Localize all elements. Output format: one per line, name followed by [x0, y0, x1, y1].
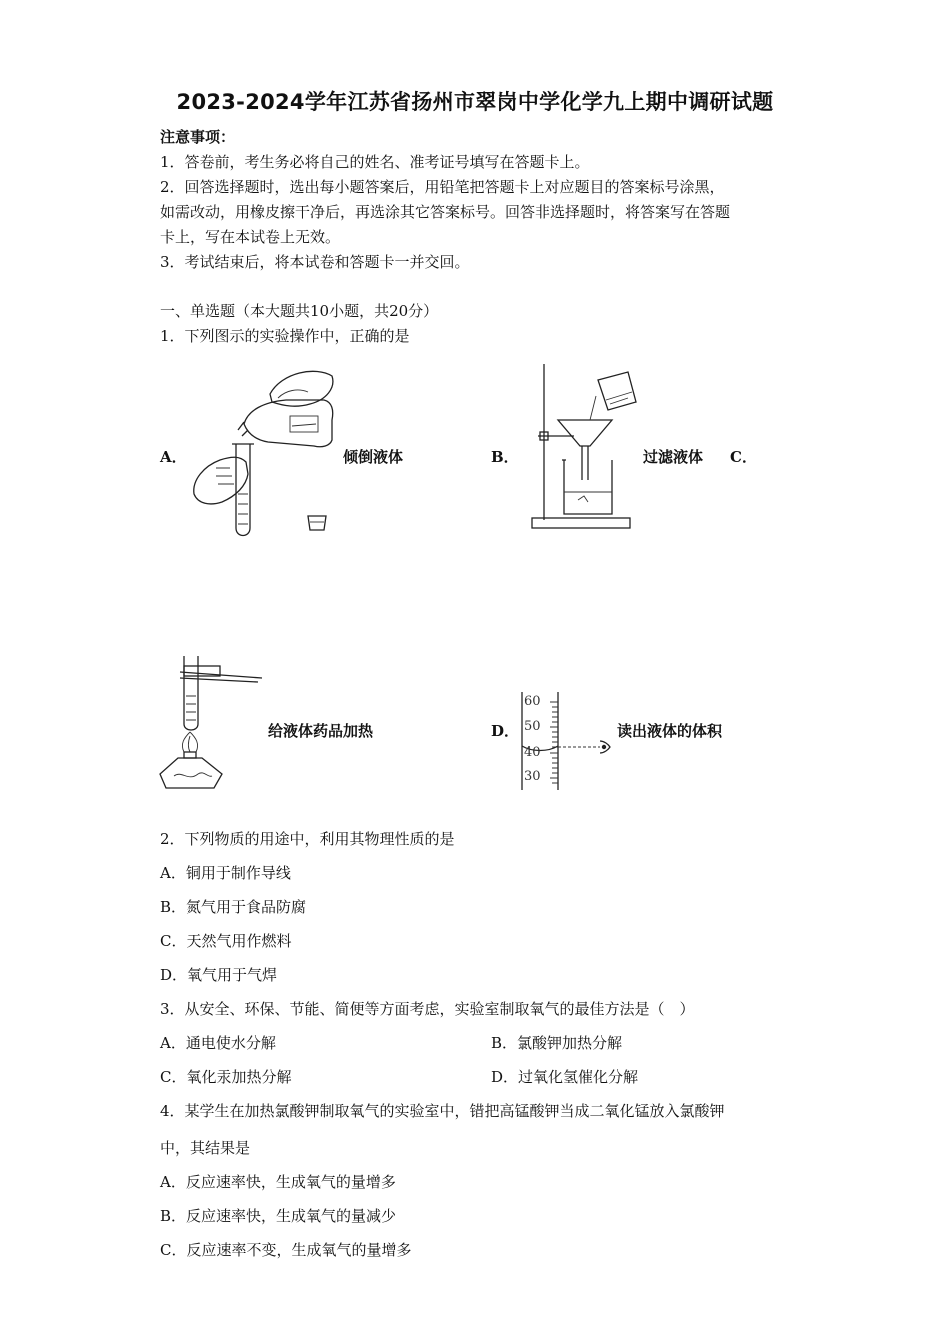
cylinder-tick-40: 40 [524, 745, 541, 760]
q4-option-b: B．反应速率快，生成氧气的量减少 [160, 1207, 397, 1225]
q3-option-b: B．氯酸钾加热分解 [491, 1034, 623, 1052]
q1-option-a-text: 倾倒液体 [343, 448, 404, 466]
q3-option-d: D．过氧化氢催化分解 [491, 1068, 639, 1086]
question-2-stem: 2．下列物质的用途中，利用其物理性质的是 [160, 830, 455, 848]
question-4-stem-line-1: 4．某学生在加热氯酸钾制取氧气的实验室中，错把高锰酸钾当成二氧化锰放入氯酸钾 [160, 1102, 725, 1120]
notice-item-2-line-2: 如需改动，用橡皮擦干净后，再选涂其它答案标号。回答非选择题时，将答案写在答题 [160, 203, 731, 221]
cylinder-tick-50: 50 [524, 719, 541, 734]
question-4-stem-line-2: 中，其结果是 [160, 1139, 251, 1157]
notice-item-1: 1．答卷前，考生务必将自己的姓名、准考证号填写在答题卡上。 [160, 153, 590, 171]
q1-option-b-label: B． [491, 448, 519, 466]
filtration-figure [528, 362, 644, 532]
q2-option-d: D．氧气用于气焊 [160, 966, 278, 984]
question-3-stem: 3．从安全、环保、节能、简便等方面考虑，实验室制取氧气的最佳方法是（ ） [160, 1000, 695, 1018]
q1-option-a-label: A． [160, 448, 187, 466]
q2-option-b: B．氮气用于食品防腐 [160, 898, 307, 916]
q2-option-a: A．铜用于制作导线 [160, 864, 291, 882]
q1-option-d-text: 读出液体的体积 [617, 722, 723, 740]
q1-option-c-label: C． [730, 448, 757, 466]
q4-option-c: C．反应速率不变，生成氧气的量增多 [160, 1241, 412, 1259]
heating-liquid-figure [158, 652, 268, 792]
q1-option-b-text: 过滤液体 [643, 448, 704, 466]
q4-option-a: A．反应速率快，生成氧气的量增多 [160, 1173, 396, 1191]
q3-option-c: C．氧化汞加热分解 [160, 1068, 292, 1086]
notice-item-2-line-1: 2．回答选择题时，选出每小题答案后，用铅笔把答题卡上对应题目的答案标号涂黑， [160, 178, 725, 196]
pouring-liquid-figure [186, 364, 346, 539]
cylinder-tick-30: 30 [524, 769, 541, 784]
q1-option-c-text: 给液体药品加热 [268, 722, 374, 740]
notice-item-3: 3．考试结束后，将本试卷和答题卡一并交回。 [160, 253, 470, 271]
notice-heading: 注意事项： [160, 128, 236, 146]
question-1-stem: 1．下列图示的实验操作中，正确的是 [160, 327, 410, 345]
page-title: 2023-2024学年江苏省扬州市翠岗中学化学九上期中调研试题 [176, 90, 774, 114]
section-heading: 一、单选题（本大题共10小题，共20分） [160, 302, 439, 320]
cylinder-tick-60: 60 [524, 694, 541, 709]
notice-item-2-line-3: 卡上，写在本试卷上无效。 [160, 228, 341, 246]
q1-option-d-label: D． [491, 722, 520, 740]
q3-option-a: A．通电使水分解 [160, 1034, 276, 1052]
q2-option-c: C．天然气用作燃料 [160, 932, 292, 950]
